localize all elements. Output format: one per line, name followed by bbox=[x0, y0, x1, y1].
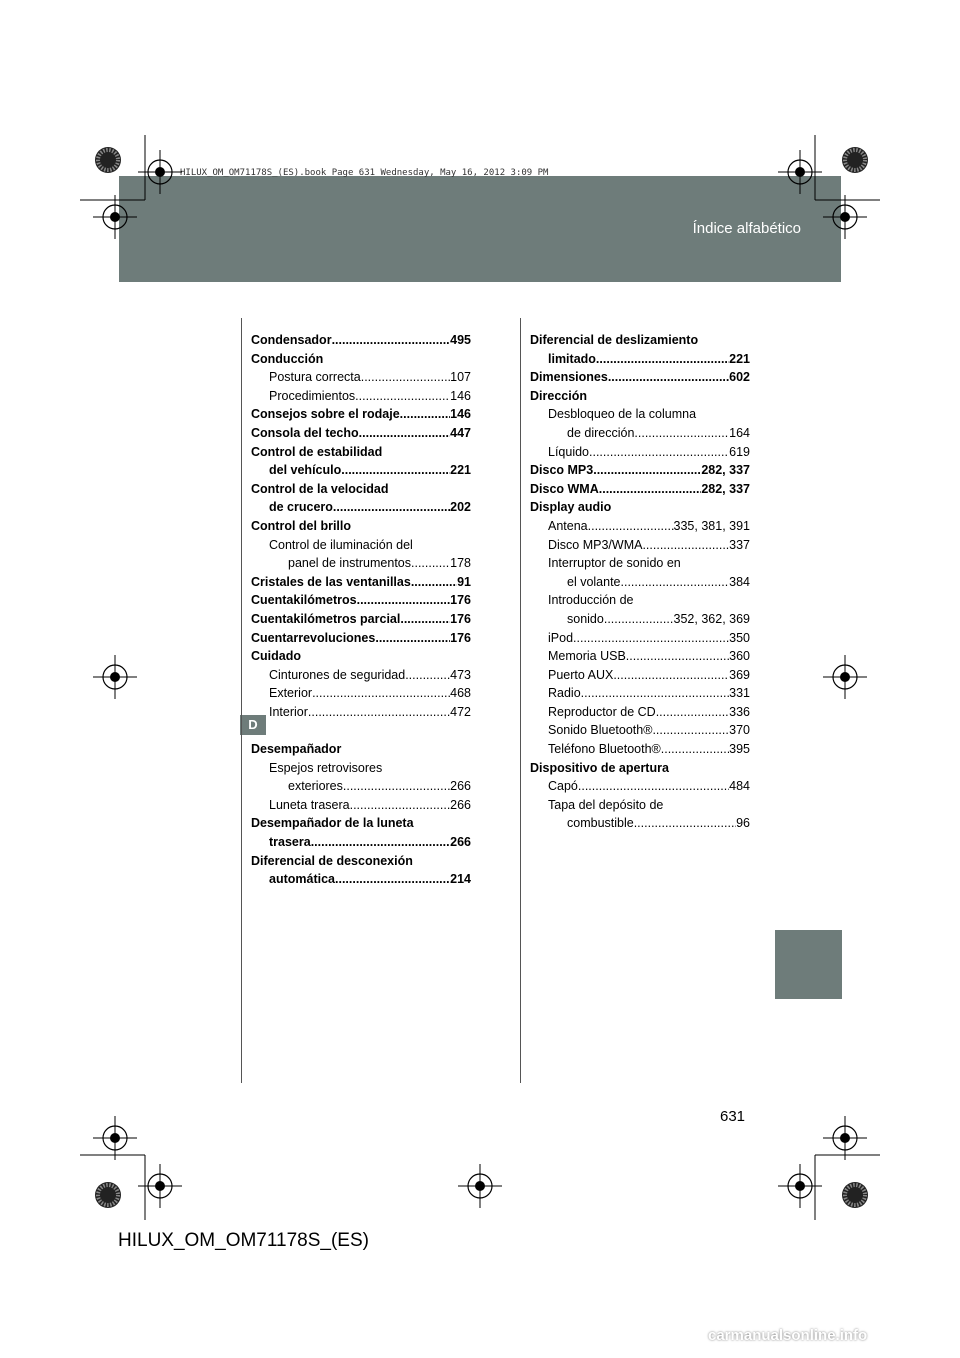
page-ref: 202 bbox=[450, 500, 471, 515]
page-ref: 176 bbox=[450, 593, 471, 608]
page-ref: 107 bbox=[450, 370, 471, 385]
index-term: Condensador bbox=[251, 333, 332, 347]
page-number: 631 bbox=[720, 1108, 746, 1125]
index-term: Control de estabilidad bbox=[251, 444, 383, 459]
index-term: de dirección bbox=[567, 425, 635, 440]
page-ref: 352, 362, 369 bbox=[673, 611, 750, 626]
index-term: Capó bbox=[548, 779, 578, 794]
index-term: Control de iluminación del bbox=[269, 537, 413, 552]
index-term: Conducción bbox=[251, 351, 324, 366]
index-term: iPod bbox=[548, 630, 574, 645]
index-term: combustible bbox=[567, 816, 634, 831]
page-ref: 221 bbox=[450, 463, 471, 478]
index-term: del vehículo bbox=[269, 463, 342, 478]
page-ref: 146 bbox=[450, 407, 471, 422]
index-term: Interruptor de sonido en bbox=[548, 556, 681, 571]
page-ref: 266 bbox=[450, 835, 471, 850]
page-ref: 266 bbox=[450, 797, 471, 812]
page-ref: 370 bbox=[729, 723, 750, 738]
page-ref: 221 bbox=[729, 351, 750, 366]
page-ref: 619 bbox=[729, 444, 750, 459]
document-id: HILUX_OM_OM71178S_(ES) bbox=[118, 1230, 369, 1251]
index-term: automática bbox=[269, 872, 335, 887]
index-term: Antena bbox=[548, 518, 588, 533]
index-term: Cinturones de seguridad bbox=[269, 667, 406, 682]
page-ref: 331 bbox=[729, 686, 750, 701]
index-term: sonido bbox=[567, 611, 604, 626]
index-term: Reproductor de CD bbox=[548, 704, 656, 719]
star-mark-icon bbox=[842, 147, 868, 173]
index-term: Luneta trasera bbox=[269, 797, 350, 812]
index-term: Radio bbox=[548, 686, 581, 701]
page-ref: 176 bbox=[450, 630, 471, 645]
watermark: carmanualsonline.info bbox=[708, 1327, 868, 1344]
index-term: el volante bbox=[567, 574, 621, 589]
index-term: Líquido bbox=[548, 444, 590, 459]
index-term: Diferencial de deslizamiento bbox=[530, 333, 699, 347]
page-ref: 176 bbox=[450, 611, 471, 626]
book-stamp: HILUX_OM_OM71178S_(ES).book Page 631 Wednesday, May 16, 2012 3:09 PM bbox=[180, 168, 549, 178]
index-term: Teléfono Bluetooth® bbox=[548, 742, 661, 757]
index-term: Introducción de bbox=[548, 593, 634, 608]
index-term: Display audio bbox=[530, 500, 612, 515]
page-ref: 336 bbox=[729, 704, 750, 719]
page-ref: 266 bbox=[450, 779, 471, 794]
page-ref: 350 bbox=[729, 630, 750, 645]
page-ref: 602 bbox=[729, 370, 750, 385]
page-ref: 178 bbox=[450, 556, 471, 571]
page-ref: 468 bbox=[450, 686, 471, 701]
page-ref: 282, 337 bbox=[701, 481, 750, 496]
page-ref: 473 bbox=[450, 667, 471, 682]
index-term: Memoria USB bbox=[548, 649, 626, 664]
index-term: Espejos retrovisores bbox=[269, 760, 383, 775]
index-term: Cuentakilómetros bbox=[251, 593, 357, 608]
index-term: panel de instrumentos bbox=[288, 556, 411, 571]
index-term: Cuentarrevoluciones bbox=[251, 630, 376, 645]
star-mark-icon bbox=[842, 1182, 868, 1208]
page-ref: 335, 381, 391 bbox=[673, 518, 750, 533]
page-ref: 164 bbox=[729, 425, 750, 440]
page-ref: 146 bbox=[450, 388, 471, 403]
index-term: limitado bbox=[548, 351, 596, 366]
index-term: Control de la velocidad bbox=[251, 481, 389, 496]
index-term: de crucero bbox=[269, 500, 333, 515]
page-ref: 384 bbox=[729, 574, 750, 589]
page-ref: 484 bbox=[729, 779, 750, 794]
index-term: Dimensiones bbox=[530, 370, 608, 385]
index-term: Tapa del depósito de bbox=[548, 797, 664, 812]
index-term: Desempañador de la luneta bbox=[251, 816, 414, 831]
index-term: Consola del techo bbox=[251, 425, 359, 440]
page-ref: 282, 337 bbox=[701, 463, 750, 478]
index-term: trasera bbox=[269, 835, 311, 850]
index-term: Disco MP3/WMA bbox=[548, 537, 643, 552]
page-ref: 337 bbox=[729, 537, 750, 552]
index-term: Desbloqueo de la columna bbox=[548, 407, 697, 422]
index-term: Consejos sobre el rodaje bbox=[251, 407, 400, 422]
index-term: Exterior bbox=[269, 686, 313, 701]
index-term: Postura correcta bbox=[269, 370, 361, 385]
index-term: Disco MP3 bbox=[530, 463, 594, 478]
index-term: Interior bbox=[269, 704, 308, 719]
page-ref: 369 bbox=[729, 667, 750, 682]
page-ref: 360 bbox=[729, 649, 750, 664]
page-ref: 447 bbox=[450, 425, 471, 440]
index-term: Procedimientos bbox=[269, 388, 356, 403]
page-ref: 214 bbox=[450, 872, 471, 887]
index-term: Sonido Bluetooth® bbox=[548, 723, 653, 738]
index-term: Dirección bbox=[530, 388, 587, 403]
page-title: Índice alfabético bbox=[692, 220, 801, 237]
index-term: Cuentakilómetros parcial bbox=[251, 611, 401, 626]
index-term: Cuidado bbox=[251, 649, 301, 664]
index-term: Diferencial de desconexión bbox=[251, 853, 413, 868]
index-term: exteriores bbox=[288, 779, 343, 794]
index-term: Disco WMA bbox=[530, 481, 599, 496]
page-ref: 395 bbox=[729, 742, 750, 757]
index-term: Dispositivo de apertura bbox=[530, 760, 669, 775]
index-term: Cristales de las ventanillas bbox=[251, 574, 411, 589]
page-ref: 96 bbox=[736, 816, 750, 831]
section-tab: D bbox=[240, 715, 266, 735]
star-mark-icon bbox=[95, 1182, 121, 1208]
index-term: Control del brillo bbox=[251, 518, 351, 533]
page-ref: 495 bbox=[450, 333, 471, 347]
page-ref: 472 bbox=[450, 704, 471, 719]
index-term: Puerto AUX bbox=[548, 667, 614, 682]
index-term: Desempañador bbox=[251, 742, 342, 757]
star-mark-icon bbox=[95, 147, 121, 173]
page-ref: 91 bbox=[457, 574, 471, 589]
